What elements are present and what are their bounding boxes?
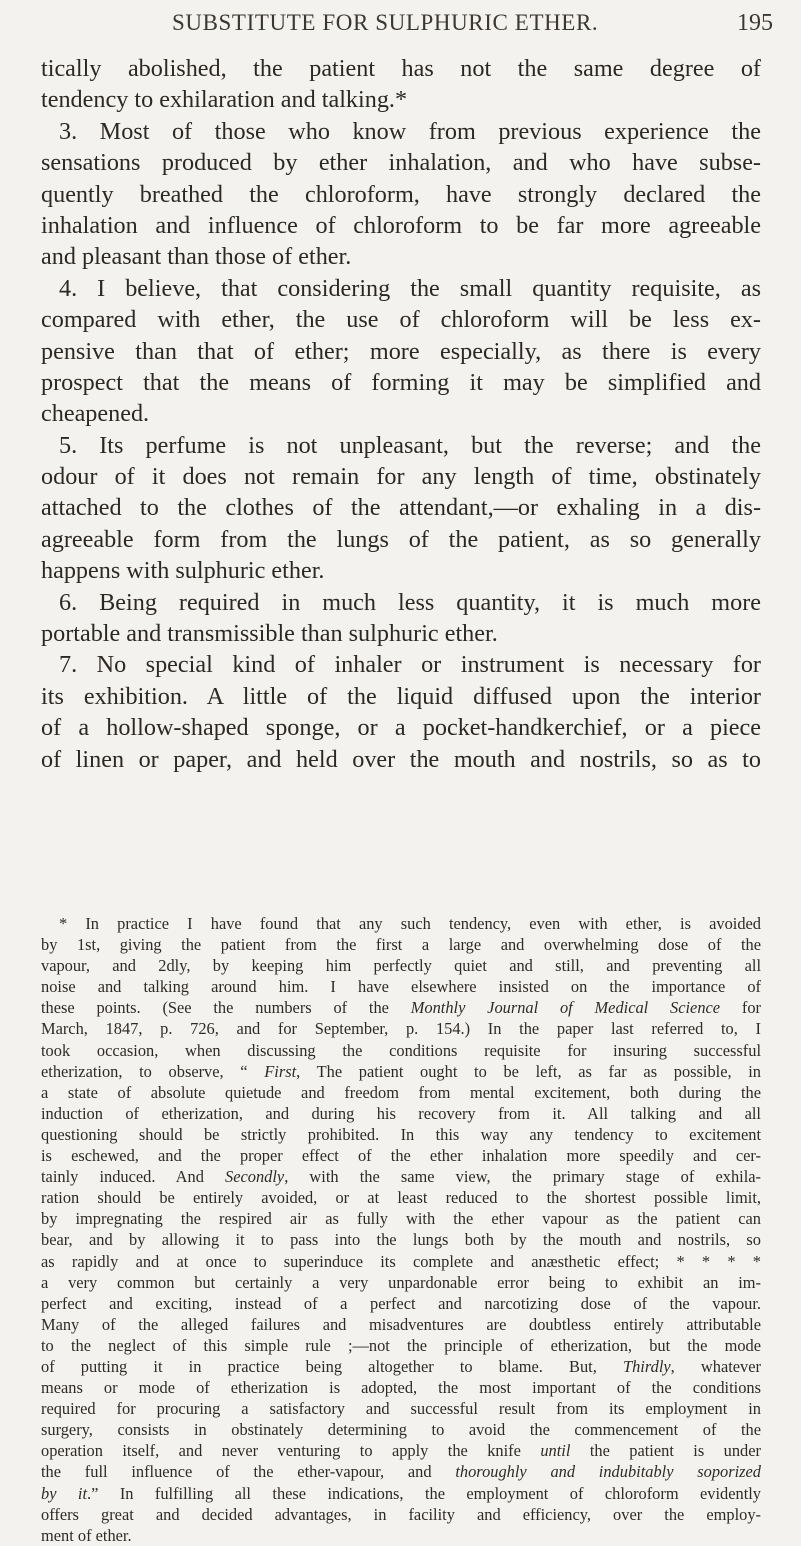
text-line: 3. Most of those who know from previous experience the	[59, 117, 761, 145]
footnote-span: etherization, to observe, “	[41, 1061, 265, 1081]
footnote-line	[41, 997, 761, 1018]
emphasis: by it	[41, 1483, 88, 1503]
footnote-span: the patient is under	[570, 1441, 761, 1461]
footnote-span: .” In fulfilling all these indications, the employment of chloroform evidently	[87, 1483, 761, 1503]
text-line: quently breathed the chloroform, have strongly declared the	[41, 180, 761, 208]
footnote-line: vapour, and 2dly, by keeping him perfectly quiet and still, and preventing all	[41, 956, 761, 976]
footnote-line	[41, 1483, 761, 1504]
running-title: SUBSTITUTE FOR SULPHURIC ETHER.	[172, 10, 599, 35]
text-line: inhalation and influence of chloroform to be far more agreeable	[41, 211, 761, 239]
footnote-span: , with the same view, the primary stage of exhila-	[284, 1167, 761, 1187]
body-text	[41, 53, 761, 775]
text-line: of a hollow-shaped sponge, or a pocket-handkerchief, or a piece	[41, 714, 761, 742]
text-line: prospect that the means of forming it may be simplified and	[41, 368, 761, 396]
journal-title: Monthly Journal of Medical Science	[410, 998, 721, 1018]
footnote-line: by impregnating the respired air as fully with the ether vapour as the patient can	[41, 1209, 761, 1229]
footnote-line: March, 1847, p. 726, and for September, p. 154.) In the paper last referred to, I	[41, 1019, 761, 1039]
footnote-line: a state of absolute quietude and freedom from mental excitement, both during the	[41, 1082, 761, 1102]
text-line: sensations produced by ether inhalation, and who have subse-	[41, 149, 761, 177]
text-line: 4. I believe, that considering the small quantity requisite, as	[59, 274, 761, 302]
page-number: 195	[737, 10, 773, 36]
emphasis: until	[540, 1441, 571, 1461]
footnote-line: ration should be entirely avoided, or at least reduced to the shortest possible limit,	[41, 1188, 761, 1208]
footnote-line: Many of the alleged failures and misadventures are doubtless entirely attributable	[41, 1314, 761, 1334]
footnote-span: of putting it in practice being altogether to blame. But,	[41, 1356, 623, 1376]
emphasis: thoroughly and indubitably soporized	[455, 1462, 761, 1482]
footnote-span: tainly induced. And	[41, 1167, 226, 1187]
footnote-span: , whatever	[670, 1356, 761, 1376]
text-line: cheapened.	[41, 400, 150, 428]
text-line: 7. No special kind of inhaler or instrument is necessary for	[59, 651, 761, 679]
footnote-span: for	[720, 998, 761, 1018]
footnote-line: surgery, consists in obstinately determining to avoid the commencement of the	[41, 1420, 761, 1440]
footnote-line: by 1st, giving the patient from the first a large and overwhelming dose of the	[41, 935, 761, 955]
text-line: portable and transmissible than sulphuric ether.	[41, 620, 498, 648]
footnote-span: these points. (See the numbers of the	[41, 998, 411, 1018]
emphasis: Thirdly	[623, 1356, 671, 1376]
text-line: happens with sulphuric ether.	[41, 557, 325, 585]
footnote-line: noise and talking around him. I have elsewhere insisted on the importance of	[41, 977, 761, 997]
footnote-line	[41, 1440, 761, 1461]
footnote-line: offers great and decided advantages, in facility and efficiency, over the employ-	[41, 1504, 761, 1524]
footnote-line	[41, 1461, 761, 1482]
footnote-line: a very common but certainly a very unpardonable error being to exhibit an im-	[41, 1272, 761, 1292]
text-line: tendency to exhilaration and talking.*	[41, 86, 408, 114]
footnote-line: ment of ether.	[41, 1525, 132, 1545]
text-line: 5. Its perfume is not unpleasant, but the reverse; and the	[59, 431, 761, 459]
text-line: compared with ether, the use of chloroform will be less ex-	[41, 306, 761, 334]
footnote-line: questioning should be strictly prohibited. In this way any tendency to excitement	[41, 1124, 761, 1144]
text-line: 6. Being required in much less quantity, it is much more	[59, 588, 761, 616]
page-header	[0, 8, 801, 48]
text-line: odour of it does not remain for any length of time, obstinately	[41, 463, 761, 491]
text-line: agreeable form from the lungs of the patient, as so generally	[41, 525, 761, 553]
text-line: tically abolished, the patient has not the same degree of	[41, 55, 761, 82]
footnote-line	[41, 1356, 761, 1377]
footnote-line: induction of etherization, and during his recovery from it. All talking and all	[41, 1103, 761, 1123]
footnote-line: took occasion, when discussing the conditions requisite for insuring successful	[41, 1040, 761, 1060]
footnote-line: as rapidly and at once to superinduce its complete and anæsthetic effect; * * * *	[41, 1251, 761, 1271]
text-line: attached to the clothes of the attendant,—or exhaling in a dis-	[41, 494, 761, 522]
footnote-span: operation itself, and never venturing to apply the knife	[41, 1441, 541, 1461]
footnote-line	[41, 1061, 761, 1082]
footnote	[41, 913, 761, 1546]
footnote-span: the full influence of the ether-vapour, and	[41, 1462, 456, 1482]
footnote-span: , The patient ought to be left, as far as possible, in	[296, 1061, 761, 1081]
footnote-line: required for procuring a satisfactory and successful result from its employment in	[41, 1399, 761, 1419]
text-line: pensive than that of ether; more especially, as there is every	[41, 337, 761, 365]
footnote-line: * In practice I have found that any such tendency, even with ether, is avoided	[59, 914, 761, 933]
footnote-line: perfect and exciting, instead of a perfect and narcotizing dose of the vapour.	[41, 1293, 761, 1313]
footnote-line: means or mode of etherization is adopted, the most important of the conditions	[41, 1378, 761, 1398]
emphasis: Secondly	[225, 1167, 285, 1187]
text-line: of linen or paper, and held over the mouth and nostrils, so as to	[41, 745, 761, 773]
footnote-line: is eschewed, and the proper effect of the ether inhalation more speedily and cer-	[41, 1146, 761, 1166]
text-line: its exhibition. A little of the liquid diffused upon the interior	[41, 682, 761, 710]
footnote-line: to the neglect of this simple rule ;—not the principle of etherization, but the mode	[41, 1335, 761, 1355]
footnote-line	[41, 1166, 761, 1187]
emphasis: First	[264, 1061, 297, 1081]
footnote-line: bear, and by allowing it to pass into the lungs both by the mouth and nostrils, so	[41, 1230, 761, 1250]
text-line: and pleasant than those of ether.	[41, 243, 352, 271]
